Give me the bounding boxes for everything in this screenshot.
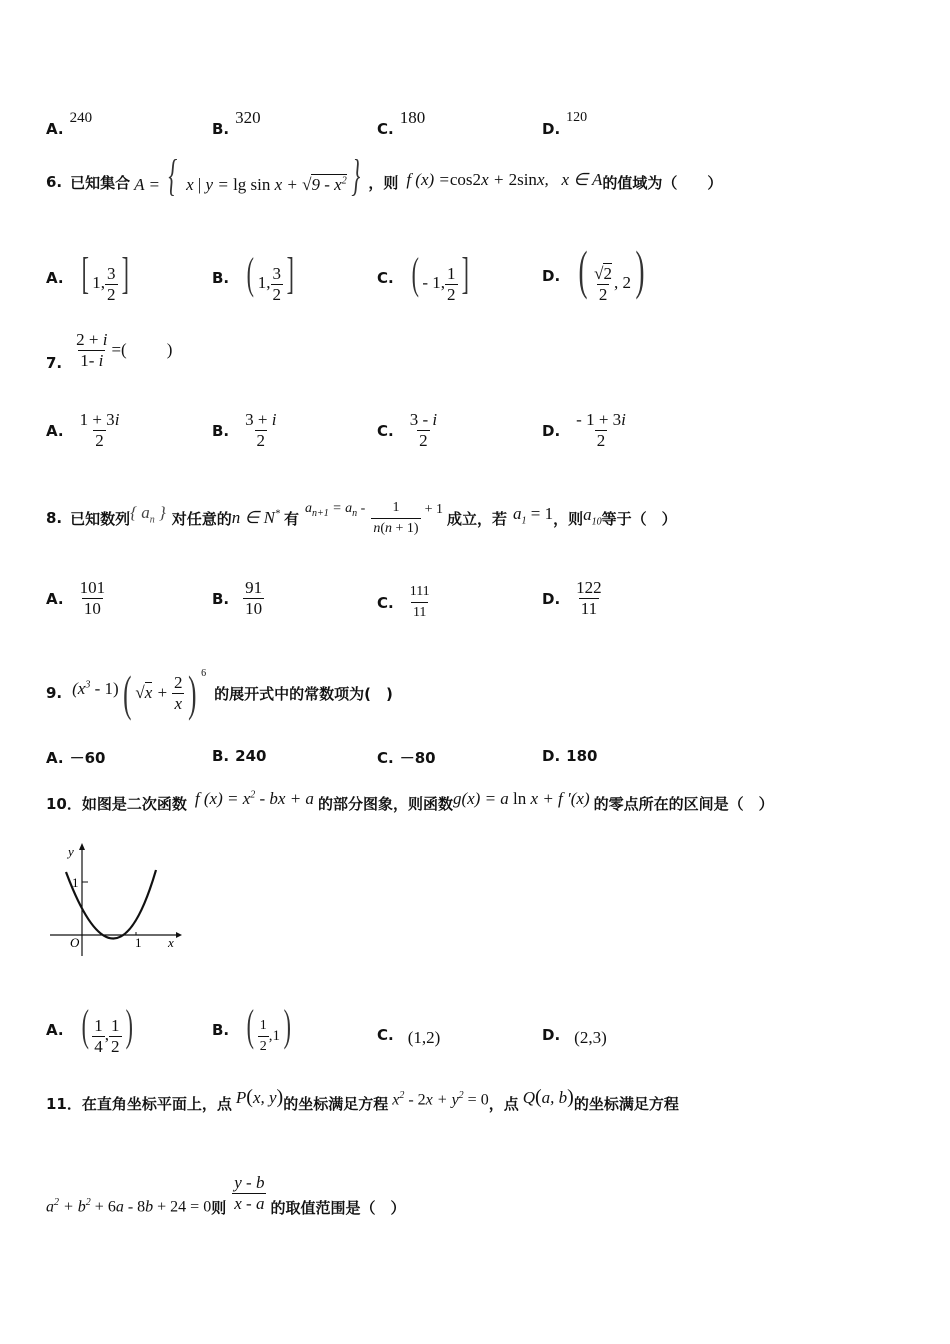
q9-option-d[interactable] <box>542 747 597 765</box>
question-number: 7. <box>46 354 63 372</box>
option-label: C. <box>377 748 394 767</box>
function-definition: f (x) =cos2x + 2sinx, x ∈ A <box>406 170 603 189</box>
option-label: B. <box>212 120 230 138</box>
option-label: B. <box>212 589 230 608</box>
option-value: [ 1, $\frac{3}{2}$ ] <box>81 249 129 304</box>
q7-option-c[interactable] <box>377 410 439 451</box>
q8-option-d[interactable] <box>542 578 604 619</box>
x-label: x <box>168 935 174 950</box>
q8-option-c[interactable] <box>377 582 432 623</box>
option-value: －80 <box>399 749 436 767</box>
option-value: ( 1, $\frac{3}{2}$ ] <box>246 249 295 304</box>
option-label: C. <box>377 593 394 612</box>
option-value: 240 <box>69 109 93 126</box>
question-11 <box>46 1086 679 1120</box>
binomial-expression: $(x^3 - 1)$ <box>72 679 119 698</box>
option-value: ( $\frac{√2}{2}$ , 2) <box>578 240 645 304</box>
question-text: 在直角坐标平面上，点 <box>81 1094 232 1113</box>
question-text: 则 <box>211 1198 227 1217</box>
y-axis-arrow <box>79 843 85 850</box>
q6-option-d[interactable] <box>542 240 649 305</box>
q9-option-c[interactable] <box>377 747 436 768</box>
option-label: C. <box>377 421 394 440</box>
origin-label: O <box>70 935 80 950</box>
option-value: $\frac{1 + 3i}{2}$ <box>79 410 120 450</box>
question-text: 的展开式中的常数项为( ) <box>214 684 393 703</box>
option-label: D. <box>542 747 561 765</box>
option-value: $\frac{122}{11}$ <box>576 578 602 618</box>
option-label: C. <box>377 269 394 288</box>
q10-option-b[interactable] <box>212 1001 295 1057</box>
question-text: 的坐标满足方程 <box>283 1094 389 1113</box>
parabola-curve <box>66 870 156 939</box>
option-value: $\frac{3 + i}{2}$ <box>245 410 277 450</box>
q5-option-a[interactable] <box>46 104 92 138</box>
question-text: ) <box>166 340 173 359</box>
option-label: B. <box>212 747 230 765</box>
option-value: $\frac{101}{10}$ <box>79 578 106 618</box>
q6-option-c[interactable] <box>377 249 472 305</box>
question-9 <box>46 665 393 721</box>
option-value: ( $\frac{1}{4}$ , $\frac{1}{2}$ ) <box>81 1001 133 1056</box>
q10-option-a[interactable] <box>46 1001 136 1057</box>
q6-option-b[interactable] <box>212 249 298 305</box>
option-value: $\frac{111}{11}$ <box>408 582 432 623</box>
option-label: B. <box>212 1021 230 1040</box>
q8-option-a[interactable] <box>46 578 107 619</box>
question-8 <box>46 496 677 540</box>
option-label: A. <box>46 589 64 608</box>
q5-option-d[interactable] <box>542 104 587 138</box>
option-value: (2,3) <box>574 1028 607 1047</box>
initial-term: $a_1 = 1$ <box>513 503 554 527</box>
option-value: $\frac{- 1 + 3i}{2}$ <box>576 410 626 450</box>
question-6 <box>46 151 723 204</box>
question-number: 11． <box>46 1094 82 1113</box>
q6-option-a[interactable] <box>46 249 132 305</box>
option-value: 180 <box>399 108 426 127</box>
option-label: D. <box>542 120 561 138</box>
option-value: 120 <box>566 110 588 125</box>
question-text: 等于（ ） <box>601 509 677 528</box>
question-text: 有 <box>283 509 299 528</box>
option-label: D. <box>542 1026 561 1044</box>
q7-option-a[interactable] <box>46 410 121 451</box>
sqrt-term: √x + <box>135 683 168 702</box>
question-number: 10． <box>46 794 82 813</box>
question-text: 的取值范围是（ ） <box>270 1198 406 1217</box>
question-number: 6. <box>46 173 63 191</box>
question-number: 9. <box>46 684 63 702</box>
q9-option-b[interactable] <box>212 747 266 765</box>
exponent: 6 <box>201 667 207 679</box>
option-label: C. <box>377 1026 394 1044</box>
option-label: A. <box>46 748 64 767</box>
option-label: B. <box>212 269 230 288</box>
g-function: g(x) = a ln x + f ′(x) <box>452 789 590 808</box>
option-label: A. <box>46 269 64 288</box>
question-10 <box>46 788 774 818</box>
question-text: 对任意的 <box>171 509 232 528</box>
q7-option-d[interactable] <box>542 410 628 451</box>
q8-option-b[interactable] <box>212 578 264 619</box>
q9-option-a[interactable] <box>46 747 105 768</box>
second-equation: $a^2 + b^2 + 6a - 8b + 24 = 0$ <box>46 1197 212 1216</box>
point-p: P(x, y) <box>235 1085 284 1108</box>
question-text: 的值域为（ ） <box>602 173 723 192</box>
question-text: ，则 <box>368 173 399 192</box>
question-text: 的部分图象，则函数 <box>317 794 453 813</box>
q5-option-b[interactable] <box>212 104 261 138</box>
recurrence-fraction: $\frac{1}{n(n + 1)}$ <box>371 498 420 539</box>
point-q: Q(a, b) <box>522 1085 574 1108</box>
option-label: A. <box>46 421 64 440</box>
x-one-label: 1 <box>135 935 142 950</box>
question-text: 成立，若 <box>446 509 507 528</box>
target-term: $a_{10}$ <box>583 504 602 528</box>
question-7 <box>46 327 172 373</box>
question-text: 的零点所在的区间是（ ） <box>593 794 774 813</box>
x-axis-arrow <box>176 932 182 938</box>
option-value: 180 <box>566 747 598 765</box>
circle-equation: $x^2 - 2x + y^2 = 0$ <box>392 1090 489 1109</box>
option-label: D. <box>542 267 561 286</box>
q7-option-b[interactable] <box>212 410 278 451</box>
recurrence-tail: + 1 <box>424 502 443 517</box>
slope-expression: $\frac{y - b}{x - a}$ <box>234 1172 265 1213</box>
question-text: 已知数列 <box>70 509 131 528</box>
option-label: A. <box>46 120 64 138</box>
question-expression: $\frac{2 + i}{1- i}$ <box>76 329 108 370</box>
parabola-graph <box>46 838 186 960</box>
option-value: 240 <box>235 747 267 765</box>
option-value: ( $\frac{1}{2}$ ,1) <box>243 1004 295 1057</box>
y-label: y <box>68 844 74 859</box>
option-value: (1,2) <box>407 1028 441 1047</box>
q10-option-d[interactable] <box>542 1022 607 1048</box>
y-one-label: 1 <box>72 875 79 890</box>
option-value: 320 <box>235 108 261 127</box>
paren: ( <box>122 665 132 721</box>
q10-option-c[interactable] <box>377 1022 440 1048</box>
question-number: 8. <box>46 509 63 527</box>
option-value: $\frac{3 - i}{2}$ <box>409 410 438 450</box>
quadratic-function: f $(x) = x^2$ - bx + a <box>194 789 314 808</box>
question-11-line2 <box>46 1168 405 1218</box>
question-text: 如图是二次函数 <box>81 794 187 813</box>
fraction-term: $\frac{2}{x}$ <box>173 672 183 713</box>
option-value: ( - 1, $\frac{1}{2}$ ] <box>411 249 469 304</box>
question-text: 的坐标满足方程 <box>573 1094 679 1113</box>
option-value: －60 <box>69 749 106 767</box>
option-label: A. <box>46 1021 64 1040</box>
question-text: =( <box>111 340 127 359</box>
q5-option-c[interactable] <box>377 104 425 138</box>
option-label: D. <box>542 589 561 608</box>
sequence-symbol: { $a_n$ } <box>130 502 166 526</box>
question-text: ，则 <box>553 509 584 528</box>
question-text: ，点 <box>488 1094 519 1113</box>
option-label: B. <box>212 421 230 440</box>
question-text: 已知集合 <box>70 173 131 192</box>
option-value: $\frac{91}{10}$ <box>245 578 263 618</box>
set-definition: A = { x | $y = \lg \sin x + √9 - x^2$ } <box>134 151 360 200</box>
option-label: D. <box>542 421 561 440</box>
option-label: C. <box>377 120 394 138</box>
domain-expression: n ∈ N* <box>231 508 280 527</box>
recurrence-expression: $a_{n+1} = a_n$ - <box>304 501 366 519</box>
paren: ) <box>188 665 197 721</box>
